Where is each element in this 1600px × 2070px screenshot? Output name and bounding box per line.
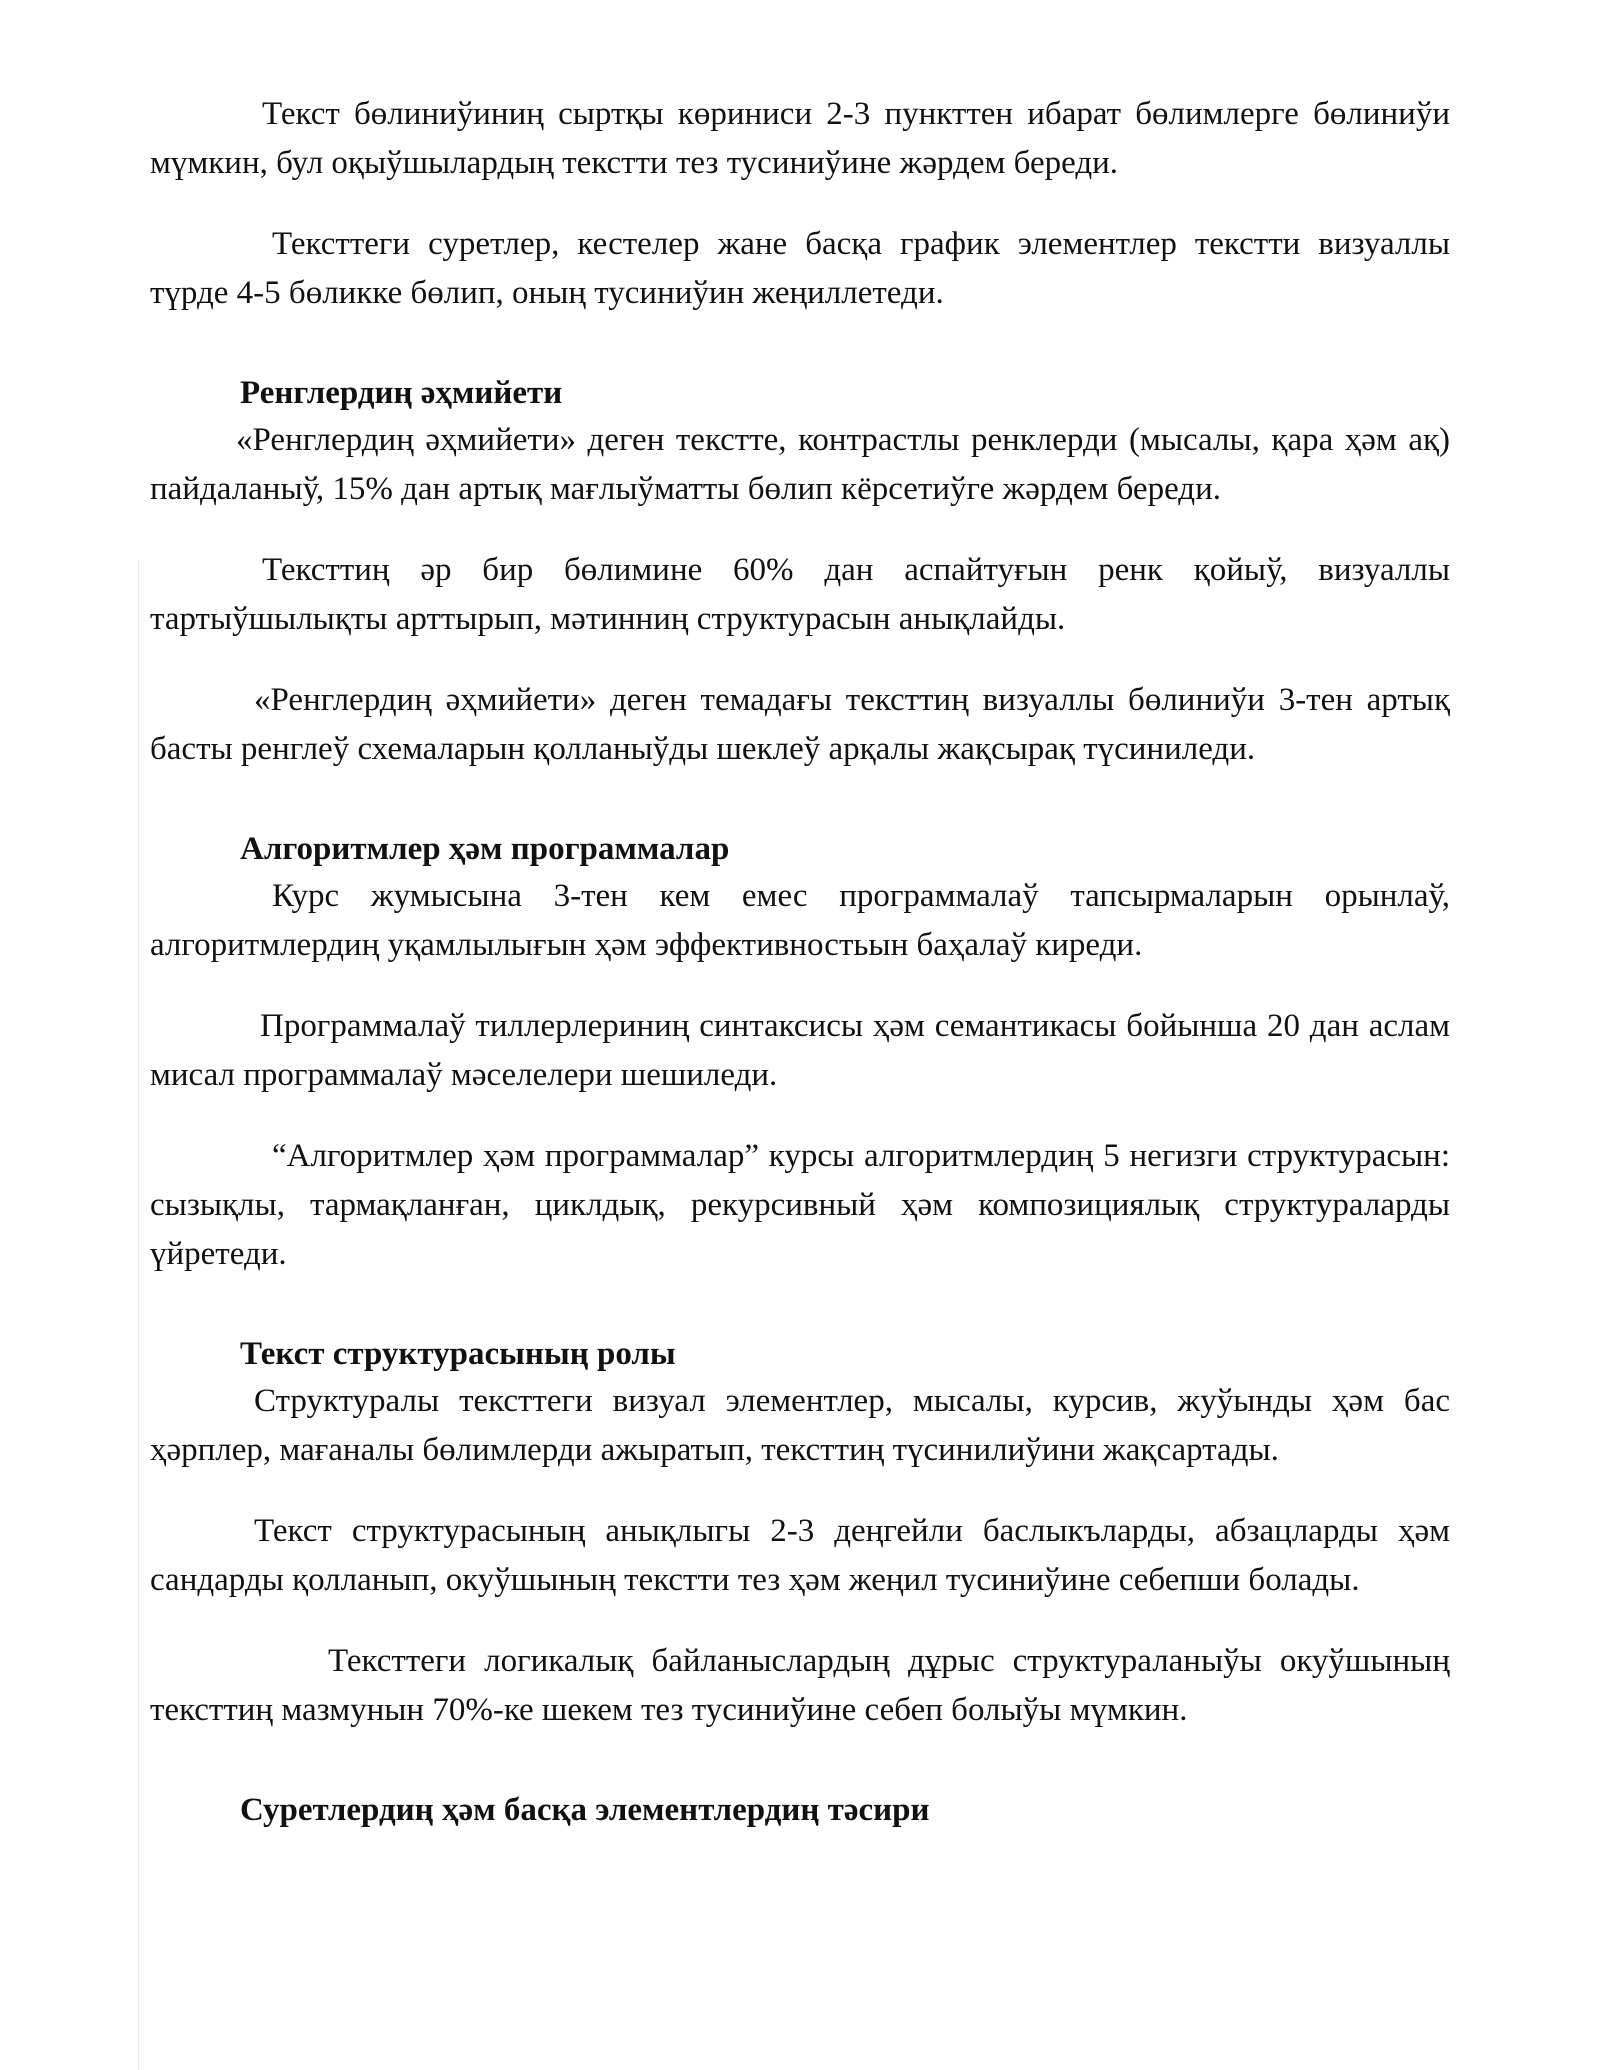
- paragraph: Структуралы тексттеги визуал элементлер, мысалы, курсив, жуўынды ҳәм бас ҳәрплер, мағаналы бөлимлерди ажыратып, тексттиң түсинилиўини жақсартады.: [150, 1383, 1450, 1468]
- paragraph: Тексттеги логикалық байланыслардың дұрыс структураланыўы окуўшының тексттиң мазмунын 70%-ке шекем тез тусиниўине себеп болыўы мүмкин.: [150, 1643, 1450, 1728]
- section-heading: Суретлердиң ҳәм басқа элементлердиң тәсири: [240, 1792, 930, 1828]
- paragraph: «Ренглердиң әҳмийети» деген темадағы тексттиң визуаллы бөлиниўи 3-тен артық басты ренглеў схемаларын қолланыўды шеклеў арқалы жақсырақ түсиниледи.: [150, 682, 1450, 767]
- paragraph: Тексттеги суретлер, кестелер жане басқа график элементлер текстти визуаллы түрде 4-5 бөликке бөлип, оның тусиниўин жеңиллетеди.: [150, 226, 1450, 311]
- paragraph: “Алгоритмлер ҳәм программалар” курсы алгоритмлердиң 5 негизги структурасын: сызықлы, тармақланған, циклдық, рекурсивный ҳәм композициялық структураларды үйретеди.: [150, 1138, 1450, 1272]
- section-heading: Текст структурасының ролы: [240, 1336, 676, 1372]
- section-heading: Алгоритмлер ҳәм программалар: [240, 831, 730, 867]
- paragraph: Текст структурасының анықлыгы 2-3 деңгейли баслыкъларды, абзацларды ҳәм сандарды қолланып, окуўшының текстти тез ҳәм жеңил тусиниўине себепши болады.: [150, 1513, 1450, 1598]
- paragraph: «Ренглердиң әҳмийети» деген текстте, контрастлы ренклерди (мысалы, қара ҳәм ақ) пайдаланыў, 15% дан артық мағлыўматты бөлип кёрсетиўге жәрдем береди.: [150, 422, 1450, 507]
- paragraph: Программалаў тиллерлериниң синтаксисы ҳәм семантикасы бойынша 20 дан аслам мисал программалаў мәселелери шешиледи.: [150, 1008, 1450, 1093]
- paragraph: Тексттиң әр бир бөлимине 60% дан аспайтуғын ренк қойыў, визуаллы тартыўшылықты арттырып, мәтинниң структурасын анықлайды.: [150, 552, 1450, 637]
- section-heading: Ренглердиң әҳмийети: [240, 375, 563, 411]
- paragraph: Курс жумысына 3-тен кем емес программалаў тапсырмаларын орынлаў, алгоритмлердиң уқамлылығын ҳәм эффективностьын баҳалаў киреди.: [150, 878, 1450, 963]
- paragraph: Текст бөлиниўиниң сыртқы көриниси 2-3 пункттен ибарат бөлимлерге бөлиниўи мүмкин, бул оқыўшылардың текстти тез тусиниўине жәрдем береди.: [150, 96, 1450, 181]
